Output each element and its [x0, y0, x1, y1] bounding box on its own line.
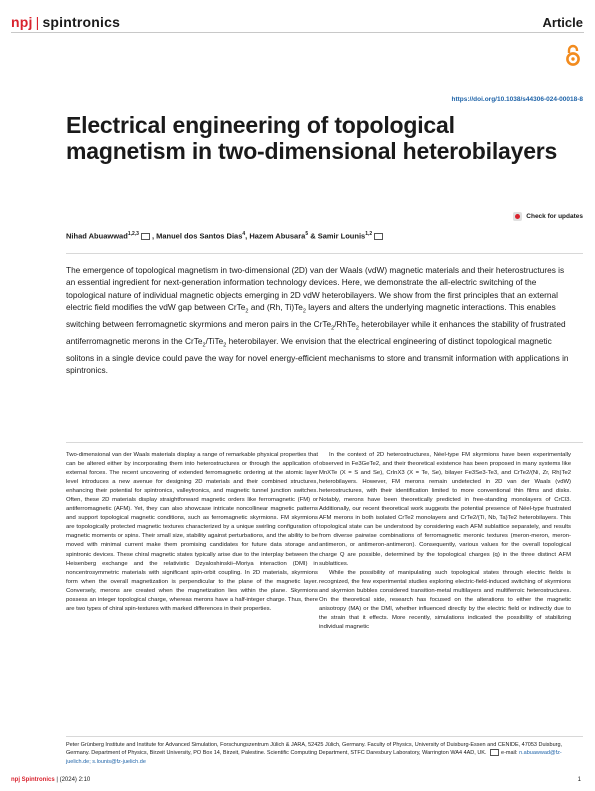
article-title: Electrical engineering of topological magnetism in two-dimensional heterobilayers — [66, 112, 558, 164]
affiliations — [66, 741, 571, 766]
abstract-divider — [66, 442, 583, 443]
body-paragraph: In the context of 2D heterostructures, Néel-type FM skyrmions have been experimentally observed in Fe3GeTe2, and their theoretical existence has been proposed in many systems like MnXTe (X = S and Se), CrInX3 (X = Te, Se), bilayer Fe3Se3-Te3, and CrTe2/(Ni, Zr, Rh)Te2 heterobilayers. However, FM merons remain undetected in 2D van der Waals (vdW) heterostructures, with their identification limited to more conventional thin films and disks. Notably, merons have been theoretically predicted in free-standing monolayers of CrCl3. Additionally, our recent theoretical work suggests the potential presence of Néel-type frustrated AFM merons in both isolated CrTe2 monolayers and CrTe2/(Ti, Nb, Ta)Te2 heterobilayers. This topological state can be understood by considering each AFM sublattice separately, and results from diverse pairwise combinations of ferromagnetic meronic textures (meron-meron, meron-antimeron, or antimeron-antimeron). Consequently, various values for the overall topological charge Q are possible, determined by the topological charges (q) in the three distinct AFM sublattices. — [319, 452, 571, 567]
abstract-subscript: 2 — [355, 325, 359, 332]
email-label: e-mail: — [501, 750, 518, 757]
author-name[interactable]: Nihad Abuawwad — [66, 231, 128, 241]
author-list — [66, 231, 566, 241]
open-access-icon — [565, 44, 581, 66]
abstract-text: heterobilayer while it enhances the stability of frustrated antiferromagnetic merons in the CrTe — [66, 318, 566, 346]
check-updates-icon — [513, 212, 522, 221]
mail-icon — [490, 749, 499, 756]
page-footer — [11, 777, 90, 783]
doi-link[interactable]: https://doi.org/10.1038/s44306-024-00018-8 — [451, 96, 583, 103]
author-affil: 1,2,3 — [127, 231, 139, 237]
abstract-text: /RhTe — [334, 318, 356, 329]
abstract-text: /TiTe — [205, 335, 224, 346]
header-divider — [11, 32, 584, 33]
mail-icon[interactable] — [141, 233, 150, 240]
journal-logo[interactable] — [11, 14, 120, 30]
journal-npj: npj — [11, 14, 33, 30]
abstract-subscript: 2 — [202, 342, 206, 349]
check-updates-label: Check for updates — [526, 213, 583, 220]
author-name[interactable]: & Samir Lounis — [308, 231, 366, 241]
footnote-divider — [66, 736, 583, 737]
author-affil: 5 — [305, 231, 309, 237]
body-paragraph: While the possibility of manipulating such topological states through electric fields is recognized, the few experimental studies exploring electric-field-induced switching of skyrmions and skyrmion bubbles considered transition-metal multilayers and multiferroic heterostructures. On the theoretical side, research has focused on the alterations to either the magnetic anisotropy (MA) or the DMI, whether influenced directly by the electric field or indirectly due to the strain that it effects. More recently, simulations indicated the possibility of stabilizing individual magnetic — [319, 569, 571, 630]
author-divider — [66, 253, 583, 254]
abstract-text: heterobilayer. We envision that the electrical engineering of distinct topological magnetic solitons in a single device could pave the way for novel energy-efficient mechanisms to store and transmit information with applications in spintronics. — [66, 335, 569, 376]
body-column-left: Two-dimensional van der Waals materials display a range of remarkable physical properties that can be altered either by incorporating them into heterostructures or through the application of external forces. The recent uncovering of extended ferromagnetic ordering at the atomic layer level introduces a new avenue for designing 2D materials and their combined structures, enhancing their potential for spintronics, valleytronics, and magnetic tunnel junction switches. Often, these 2D materials display straightforward magnetic orders like ferromagnetic (FM) or antiferromagnetic (AFM). Yet, they can also showcase intricate noncollinear magnetic patterns and support topological magnetic conditions, such as ferromagnetic skyrmions. FM skyrmions are topologically protected magnetic textures characterized by a unique swirling configuration of magnetic moments or spins. Their small size, stability against perturbations, and the ability to be moved with minimal current make them promising candidates for future data storage and spintronic devices. These chiral magnetic states typically arise due to the interplay between the Heisenberg exchange and the relativistic Dzyaloshinskii–Moriya interaction (DMI) in noncentrosymmetric materials with significant spin-orbit coupling. In 2D materials, skyrmions form when the overall magnetization is perpendicular to the plane of the magnetic layer. Conversely, merons are created when the magnetization lies within the plane. Skyrmions possess an integer topological charge, whereas merons have a half-integer charge. Thus, there are two types of chiral spin-textures with marked differences in their properties. — [66, 452, 318, 612]
abstract-subscript: 2 — [302, 308, 306, 315]
mail-icon[interactable] — [374, 233, 383, 240]
check-for-updates-button[interactable] — [513, 212, 583, 221]
journal-separator: | — [35, 14, 40, 30]
body-column-right — [319, 451, 571, 632]
page-number: 1 — [577, 777, 581, 783]
abstract-subscript: 2 — [223, 342, 227, 349]
abstract-subscript: 2 — [331, 325, 335, 332]
author-affil: 4 — [242, 231, 246, 237]
abstract-subscript: 2 — [245, 308, 249, 315]
abstract-text: layers and alters the underlying magnetic interactions. This enables switching between ferromagnetic skyrmions and meron pairs in the CrTe — [66, 301, 556, 329]
author-name[interactable]: , Hazem Abusara — [245, 231, 306, 241]
email-links[interactable]: n.abuawwad@fz-juelich.de; s.lounis@fz-juelich.de — [66, 750, 562, 765]
abstract-text: and (Rh, Ti)Te — [248, 301, 303, 312]
article-type: Article — [542, 15, 583, 30]
author-name[interactable]: , Manuel dos Santos Dias — [151, 231, 243, 241]
abstract — [66, 264, 571, 376]
journal-name: spintronics — [42, 14, 121, 30]
affiliation-text: Peter Grünberg Institute and Institute for Advanced Simulation, Forschungszentrum Jülich & JARA, 52425 Jülich, Germany. Faculty of Physics, University of Duisburg-Essen and CENIDE, 47053 Duisburg, Germany. Department of Physics, Birzeit University, PO Box 14, Birzeit, Palestine. Scientific Computing Department, STFC Daresbury Laboratory, Warrington WA4 4AD, UK. — [66, 742, 563, 757]
footer-issue: | (2024) 2:10 — [56, 777, 91, 783]
footer-journal[interactable]: npj Spintronics — [11, 777, 55, 783]
author-affil: 1,2 — [365, 231, 373, 237]
abstract-text: The emergence of topological magnetism in two-dimensional (2D) van der Waals (vdW) magnetic materials and their heterostructures is an essential ingredient for next-generation information technology devices. Here, we demonstrate the all-electric switching of the topological nature of individual magnetic objects emerging in 2D vdW heterobilayers. We show from the first principles that an external electric field modifies the vdW gap between CrTe — [66, 265, 565, 312]
